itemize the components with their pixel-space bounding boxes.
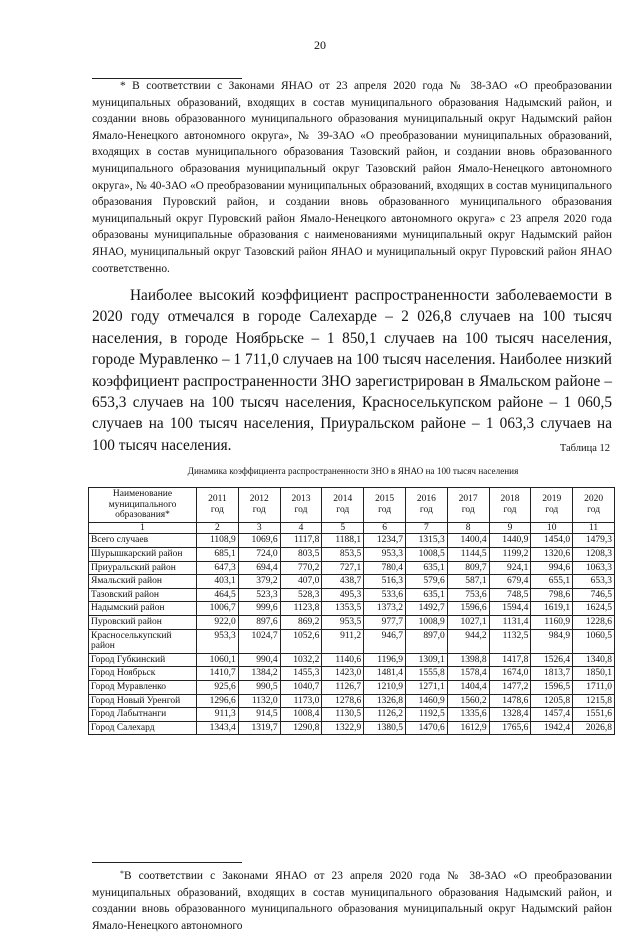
- value-cell: 1060,1: [197, 653, 239, 667]
- value-cell: 1380,5: [364, 721, 406, 735]
- year-column-header: [405, 488, 447, 523]
- row-name: Шурышкарский район: [89, 547, 197, 561]
- value-cell: 803,5: [280, 547, 322, 561]
- value-cell: 925,6: [197, 680, 239, 694]
- year-label: 2012: [249, 494, 269, 505]
- column-number: 3: [238, 522, 280, 534]
- value-cell: 1551,6: [573, 708, 615, 722]
- row-name: Город Губкинский: [89, 653, 197, 667]
- value-cell: 984,9: [531, 629, 573, 653]
- year-unit: год: [294, 504, 308, 515]
- value-cell: 1140,6: [322, 653, 364, 667]
- value-cell: 1126,7: [322, 680, 364, 694]
- value-cell: 1454,0: [531, 534, 573, 548]
- year-unit: год: [336, 504, 350, 515]
- value-cell: 495,3: [322, 588, 364, 602]
- value-cell: 1160,9: [531, 615, 573, 629]
- row-name: Город Салехард: [89, 721, 197, 735]
- table-row: [89, 534, 615, 548]
- value-cell: 1309,1: [405, 653, 447, 667]
- row-name: Тазовский район: [89, 588, 197, 602]
- value-cell: 403,1: [197, 575, 239, 589]
- value-cell: 1132,5: [489, 629, 531, 653]
- column-number: 8: [447, 522, 489, 534]
- value-cell: 1024,7: [238, 629, 280, 653]
- row-name: Всего случаев: [89, 534, 197, 548]
- row-name: Ямальский район: [89, 575, 197, 589]
- year-label: 2020: [584, 494, 604, 505]
- table-body: [89, 522, 615, 735]
- table-label: Таблица 12: [559, 443, 610, 454]
- value-cell: 1343,4: [197, 721, 239, 735]
- value-cell: 1069,6: [238, 534, 280, 548]
- value-cell: 1942,4: [531, 721, 573, 735]
- table-row: [89, 721, 615, 735]
- value-cell: 770,2: [280, 561, 322, 575]
- value-cell: 1526,4: [531, 653, 573, 667]
- value-cell: 1320,6: [531, 547, 573, 561]
- value-cell: 685,1: [197, 547, 239, 561]
- value-cell: 1215,8: [573, 694, 615, 708]
- value-cell: 897,6: [238, 615, 280, 629]
- value-cell: 1460,9: [405, 694, 447, 708]
- value-cell: 1008,4: [280, 708, 322, 722]
- table-row: [89, 561, 615, 575]
- value-cell: 990,5: [238, 680, 280, 694]
- value-cell: 1373,2: [364, 602, 406, 616]
- value-cell: 1063,3: [573, 561, 615, 575]
- value-cell: 1123,8: [280, 602, 322, 616]
- value-cell: 1594,4: [489, 602, 531, 616]
- value-cell: 1417,8: [489, 653, 531, 667]
- table-row: [89, 588, 615, 602]
- value-cell: 438,7: [322, 575, 364, 589]
- year-label: 2015: [375, 494, 395, 505]
- value-cell: 1340,8: [573, 653, 615, 667]
- value-cell: 516,3: [364, 575, 406, 589]
- row-name: Надымский район: [89, 602, 197, 616]
- value-cell: 464,5: [197, 588, 239, 602]
- footnote-separator-bottom: [92, 862, 242, 863]
- table-row: [89, 708, 615, 722]
- value-cell: 579,6: [405, 575, 447, 589]
- value-cell: 1624,5: [573, 602, 615, 616]
- value-cell: 911,3: [197, 708, 239, 722]
- value-cell: 922,0: [197, 615, 239, 629]
- value-cell: 1596,6: [447, 602, 489, 616]
- table-row: [89, 694, 615, 708]
- year-unit: год: [545, 504, 559, 515]
- value-cell: 1328,4: [489, 708, 531, 722]
- value-cell: 1492,7: [405, 602, 447, 616]
- year-label: 2017: [458, 494, 478, 505]
- value-cell: 379,2: [238, 575, 280, 589]
- value-cell: 587,1: [447, 575, 489, 589]
- table-row: [89, 547, 615, 561]
- value-cell: 994,6: [531, 561, 573, 575]
- value-cell: 753,6: [447, 588, 489, 602]
- value-cell: 724,0: [238, 547, 280, 561]
- year-label: 2019: [542, 494, 562, 505]
- value-cell: 1335,6: [447, 708, 489, 722]
- value-cell: 1326,8: [364, 694, 406, 708]
- value-cell: 1479,3: [573, 534, 615, 548]
- value-cell: 946,7: [364, 629, 406, 653]
- value-cell: 528,3: [280, 588, 322, 602]
- row-name: Город Муравленко: [89, 680, 197, 694]
- value-cell: 1126,2: [364, 708, 406, 722]
- value-cell: 1674,0: [489, 667, 531, 681]
- footnote-bottom-text: В соответствии с Законами ЯНАО от 23 апреля 2020 года № 38-ЗАО «О преобразовании муниципальных образований, входящих в состав муниципального образования Надымский район, и создании вновь образованного муниципального образования муниципальный округ Надымский район Ямало-Ненецкого автономного: [92, 870, 612, 932]
- value-cell: 1278,6: [322, 694, 364, 708]
- value-cell: 1850,1: [573, 667, 615, 681]
- row-name: Красноселькупский район: [89, 629, 197, 653]
- year-label: 2016: [416, 494, 436, 505]
- value-cell: 914,5: [238, 708, 280, 722]
- year-column-header: [489, 488, 531, 523]
- year-unit: год: [210, 504, 224, 515]
- value-cell: 748,5: [489, 588, 531, 602]
- column-number: 4: [280, 522, 322, 534]
- value-cell: 1008,5: [405, 547, 447, 561]
- value-cell: 1032,2: [280, 653, 322, 667]
- value-cell: 1208,3: [573, 547, 615, 561]
- value-cell: 1440,9: [489, 534, 531, 548]
- value-cell: 1192,5: [405, 708, 447, 722]
- value-cell: 1319,7: [238, 721, 280, 735]
- value-cell: 809,7: [447, 561, 489, 575]
- value-cell: 1353,5: [322, 602, 364, 616]
- value-cell: 727,1: [322, 561, 364, 575]
- value-cell: 953,5: [322, 615, 364, 629]
- value-cell: 1398,8: [447, 653, 489, 667]
- year-label: 2013: [291, 494, 311, 505]
- row-name: Город Лабытнанги: [89, 708, 197, 722]
- column-number: 11: [573, 522, 615, 534]
- value-cell: 944,2: [447, 629, 489, 653]
- value-cell: 1765,6: [489, 721, 531, 735]
- value-cell: 897,0: [405, 629, 447, 653]
- year-label: 2014: [333, 494, 353, 505]
- value-cell: 1612,9: [447, 721, 489, 735]
- value-cell: 798,6: [531, 588, 573, 602]
- value-cell: 1315,3: [405, 534, 447, 548]
- value-cell: 1052,6: [280, 629, 322, 653]
- value-cell: 1271,1: [405, 680, 447, 694]
- value-cell: 1455,3: [280, 667, 322, 681]
- footnote-bottom: [92, 866, 612, 934]
- value-cell: 679,4: [489, 575, 531, 589]
- table-row: [89, 575, 615, 589]
- value-cell: 1423,0: [322, 667, 364, 681]
- value-cell: 1144,5: [447, 547, 489, 561]
- value-cell: 1130,5: [322, 708, 364, 722]
- year-unit: год: [587, 504, 601, 515]
- column-number: 1: [89, 522, 197, 534]
- value-cell: 1060,5: [573, 629, 615, 653]
- year-column-header: [447, 488, 489, 523]
- year-column-header: [238, 488, 280, 523]
- value-cell: 780,4: [364, 561, 406, 575]
- value-cell: 1210,9: [364, 680, 406, 694]
- value-cell: 2026,8: [573, 721, 615, 735]
- value-cell: 655,1: [531, 575, 573, 589]
- value-cell: 1188,1: [322, 534, 364, 548]
- value-cell: 1322,9: [322, 721, 364, 735]
- prevalence-table: [88, 487, 615, 735]
- value-cell: 1228,6: [573, 615, 615, 629]
- value-cell: 1173,0: [280, 694, 322, 708]
- value-cell: 1296,6: [197, 694, 239, 708]
- row-name: Город Ноябрьск: [89, 667, 197, 681]
- column-number: 7: [405, 522, 447, 534]
- year-column-header: [322, 488, 364, 523]
- table-row: [89, 680, 615, 694]
- value-cell: 635,1: [405, 588, 447, 602]
- footnote-marker: *: [120, 869, 124, 878]
- year-unit: год: [252, 504, 266, 515]
- value-cell: 1040,7: [280, 680, 322, 694]
- value-cell: 1596,5: [531, 680, 573, 694]
- value-cell: 1813,7: [531, 667, 573, 681]
- table-caption: Динамика коэффициента распространенности ЗНО в ЯНАО на 100 тысяч населения: [187, 466, 519, 476]
- value-cell: 953,3: [197, 629, 239, 653]
- value-cell: 1478,6: [489, 694, 531, 708]
- value-cell: 1400,4: [447, 534, 489, 548]
- row-name: Приуральский район: [89, 561, 197, 575]
- value-cell: 746,5: [573, 588, 615, 602]
- value-cell: 1619,1: [531, 602, 573, 616]
- footnote-top: * В соответствии с Законами ЯНАО от 23 апреля 2020 года № 38-ЗАО «О преобразовании муниципальных образований, входящих в состав муниципального образования Надымский район, и создании вновь образованного муниципального образования муниципальный округ Надымский район Ямало-Ненецкого автономного округа», № 39-ЗАО «О преобразовании муниципальных образований, входящих в состав муниципального образования Тазовский район, и создании вновь образованного муниципального образования муниципальный округ Тазовский район Ямало-Ненецкого автономного округа», № 40-ЗАО «О преобразовании муниципальных образований, входящих в состав муниципального образования Пуровский район, и создании вновь образованного муниципального образования муниципальный округ Пуровский район Ямало-Ненецкого автономного округа» с 23 апреля 2020 года образованы муниципальные образования с наименованиями муниципальный округ Надымский район ЯНАО, муниципальный округ Тазовский район ЯНАО и муниципальный округ Пуровский район ЯНАО соответственно.: [92, 80, 612, 275]
- value-cell: 1457,4: [531, 708, 573, 722]
- table-row: [89, 602, 615, 616]
- year-label: 2011: [208, 494, 227, 505]
- value-cell: 407,0: [280, 575, 322, 589]
- row-name: Пуровский район: [89, 615, 197, 629]
- year-unit: год: [378, 504, 392, 515]
- value-cell: 1404,4: [447, 680, 489, 694]
- value-cell: 1108,9: [197, 534, 239, 548]
- page-number: 20: [314, 38, 326, 52]
- value-cell: 953,3: [364, 547, 406, 561]
- body-paragraph: Наиболее высокий коэффициент распространенности заболеваемости в 2020 году отмечался в городе Салехарде – 2 026,8 случаев на 100 тысяч населения, в городе Ноябрьске – 1 850,1 случаев на 100 тысяч населения, городе Муравленко – 1 711,0 случаев на 100 тысяч населения. Наиболее низкий коэффициент распространенности ЗНО зарегистрирован в Ямальском районе – 653,3 случаев на 100 тысяч населения, Красноселькупском районе – 1 060,5 случаев на 100 тысяч населения, Приуральском районе – 1 063,3 случаев на 100 тысяч населения.: [92, 287, 612, 454]
- column-number: 2: [197, 522, 239, 534]
- value-cell: 694,4: [238, 561, 280, 575]
- name-column-header: Наименование муниципального образования*: [89, 488, 197, 523]
- value-cell: 1711,0: [573, 680, 615, 694]
- value-cell: 1578,4: [447, 667, 489, 681]
- value-cell: 1234,7: [364, 534, 406, 548]
- value-cell: 1006,7: [197, 602, 239, 616]
- value-cell: 1196,9: [364, 653, 406, 667]
- value-cell: 999,6: [238, 602, 280, 616]
- value-cell: 1205,8: [531, 694, 573, 708]
- table-row: [89, 653, 615, 667]
- value-cell: 869,2: [280, 615, 322, 629]
- value-cell: 1555,8: [405, 667, 447, 681]
- value-cell: 1008,9: [405, 615, 447, 629]
- value-cell: 1410,7: [197, 667, 239, 681]
- value-cell: 533,6: [364, 588, 406, 602]
- year-column-header: [197, 488, 239, 523]
- column-number: 10: [531, 522, 573, 534]
- table-header-row: [89, 488, 615, 523]
- row-name: Город Новый Уренгой: [89, 694, 197, 708]
- table-row: [89, 615, 615, 629]
- value-cell: 1290,8: [280, 721, 322, 735]
- year-column-header: [531, 488, 573, 523]
- value-cell: 1132,0: [238, 694, 280, 708]
- column-number: 5: [322, 522, 364, 534]
- column-number: 6: [364, 522, 406, 534]
- year-column-header: [280, 488, 322, 523]
- value-cell: 924,1: [489, 561, 531, 575]
- value-cell: 1560,2: [447, 694, 489, 708]
- year-column-header: [573, 488, 615, 523]
- year-label: 2018: [500, 494, 520, 505]
- value-cell: 1470,6: [405, 721, 447, 735]
- value-cell: 1477,2: [489, 680, 531, 694]
- value-cell: 853,5: [322, 547, 364, 561]
- year-unit: год: [461, 504, 475, 515]
- column-number: 9: [489, 522, 531, 534]
- value-cell: 1481,4: [364, 667, 406, 681]
- table-row: [89, 667, 615, 681]
- value-cell: 635,1: [405, 561, 447, 575]
- value-cell: 1117,8: [280, 534, 322, 548]
- value-cell: 911,2: [322, 629, 364, 653]
- value-cell: 523,3: [238, 588, 280, 602]
- year-unit: год: [503, 504, 517, 515]
- value-cell: 977,7: [364, 615, 406, 629]
- table-row: [89, 629, 615, 653]
- value-cell: 1131,4: [489, 615, 531, 629]
- value-cell: 653,3: [573, 575, 615, 589]
- column-number-row: [89, 522, 615, 534]
- value-cell: 1027,1: [447, 615, 489, 629]
- value-cell: 1384,2: [238, 667, 280, 681]
- value-cell: 647,3: [197, 561, 239, 575]
- value-cell: 990,4: [238, 653, 280, 667]
- year-unit: год: [419, 504, 433, 515]
- value-cell: 1199,2: [489, 547, 531, 561]
- year-column-header: [364, 488, 406, 523]
